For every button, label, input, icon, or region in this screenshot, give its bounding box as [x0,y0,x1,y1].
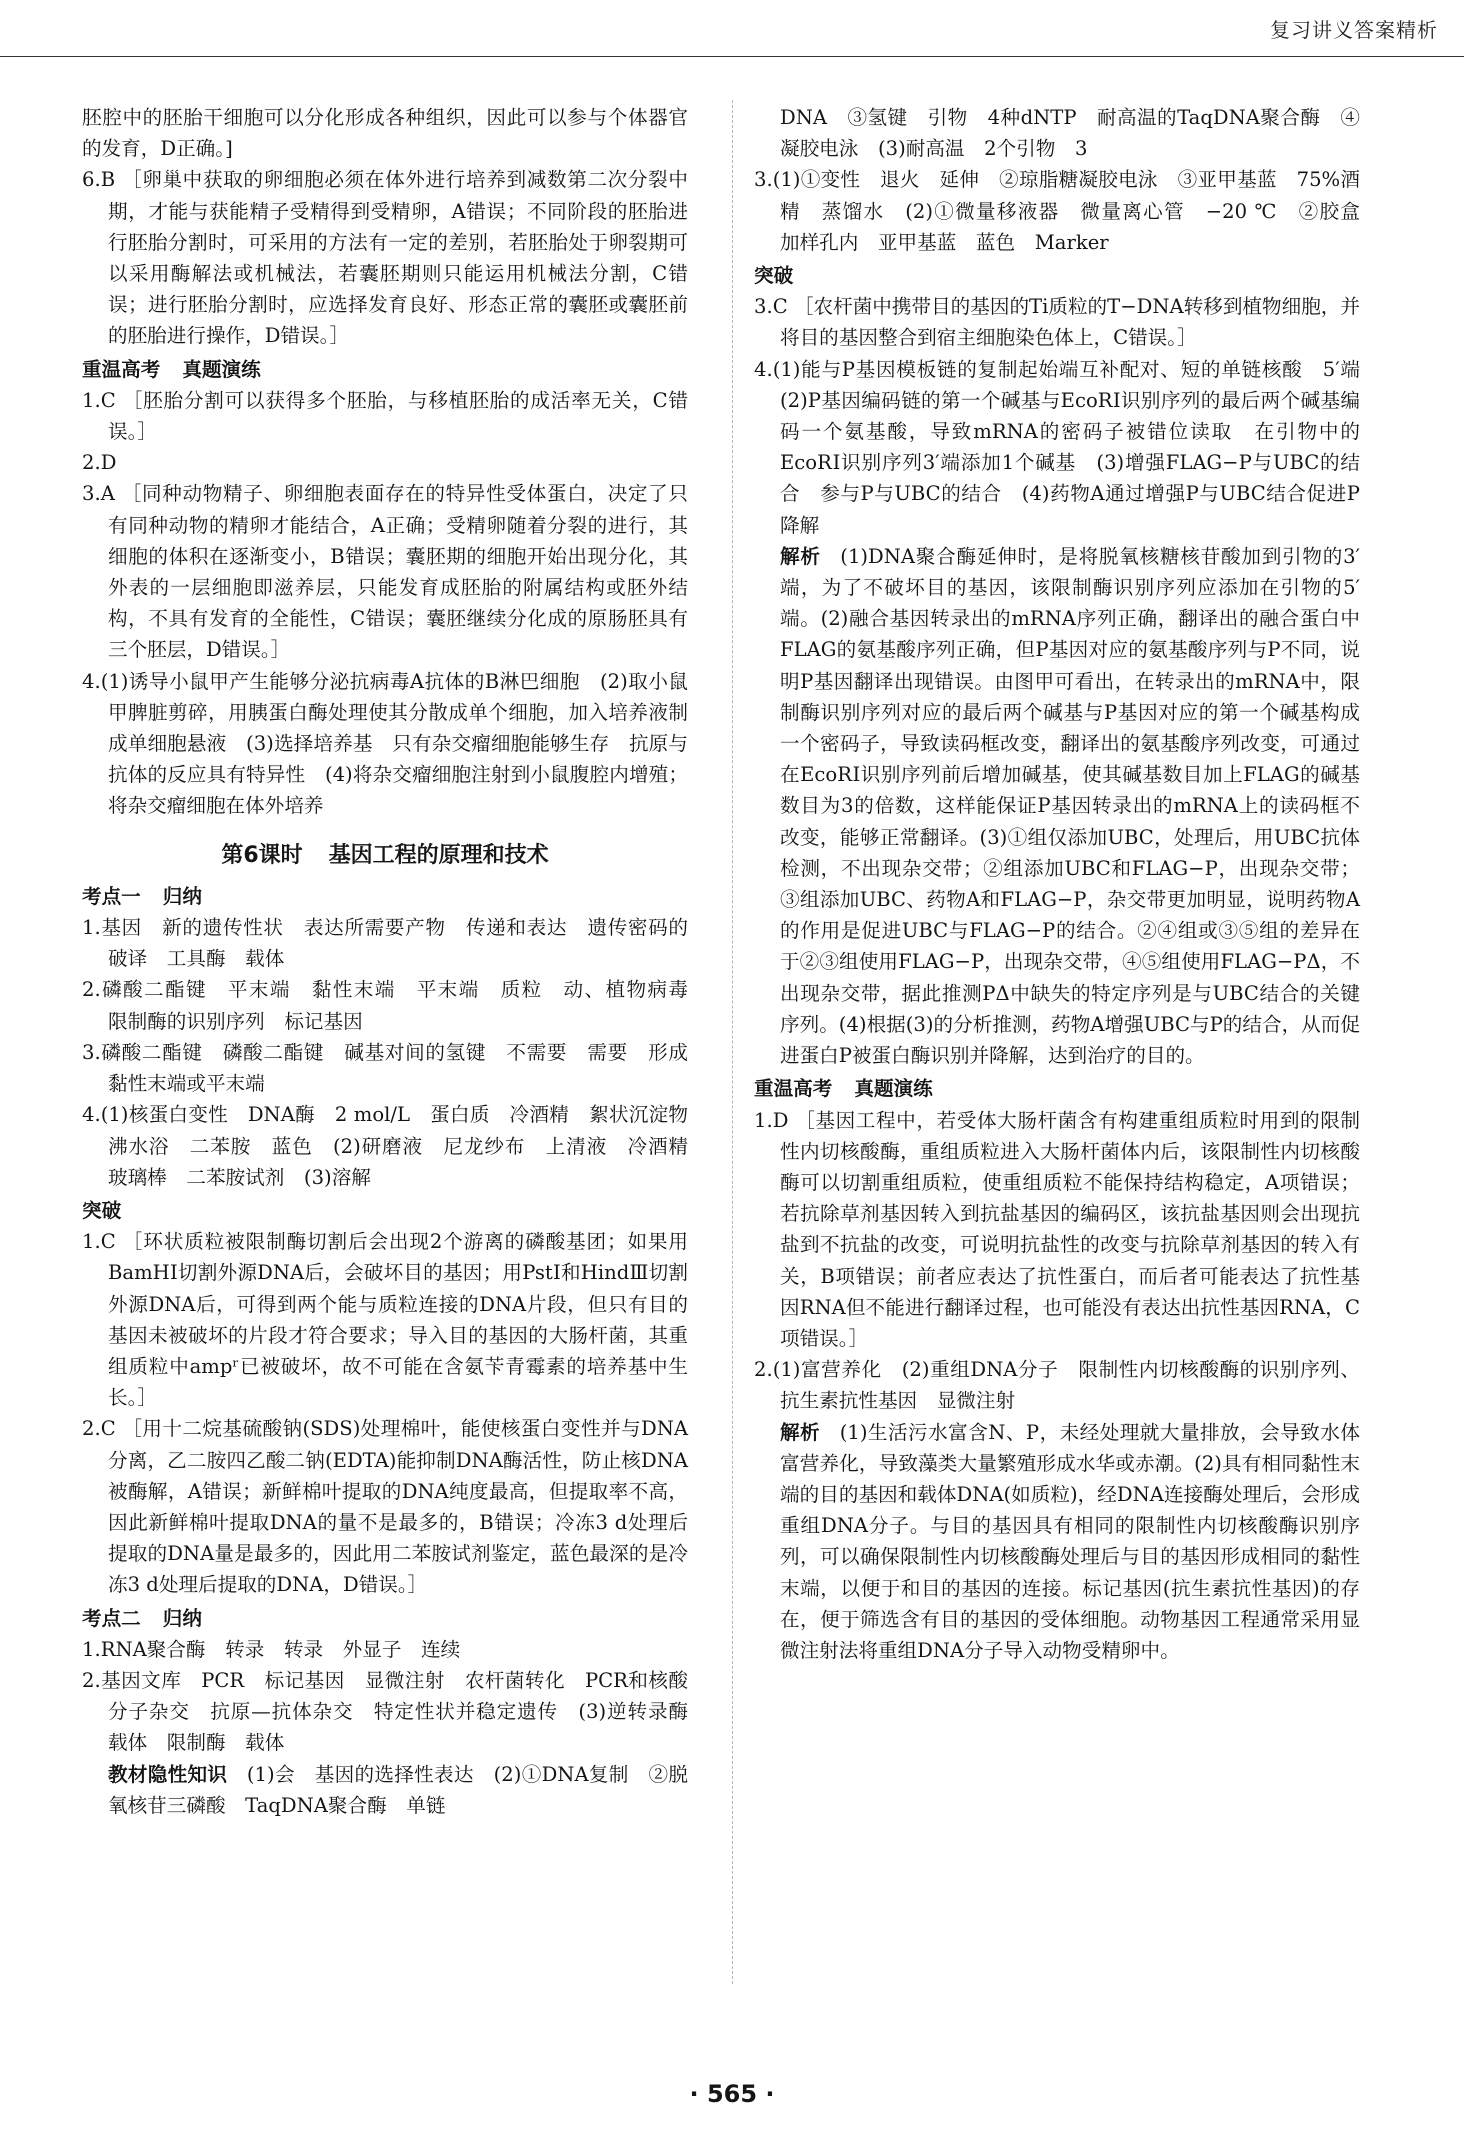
paragraph-text: (1)会 基因的选择性表达 (2)①DNA复制 ②脱氧核苷三磷酸 TaqDNA聚合酶 单链 [108,1762,689,1817]
section-heading-sublabel: 归纳 [162,884,202,908]
answer-item: 2.C ［用十二烷基硫酸钠(SDS)处理棉叶，能使核蛋白变性并与DNA分离，乙二胺四乙酸二钠(EDTA)能抑制DNA酶活性，防止核DNA被酶解，A错误；新鲜棉叶提取的DNA纯度最高，但提取率不高，因此新鲜棉叶提取DNA的量不是最多的，B错误；冷冻3 d处理后提取的DNA量是最多的，因此用二苯胺试剂鉴定，蓝色最深的是冷冻3 d处理后提取的DNA，D错误。］ [82,1417,688,1597]
header-rule [0,56,1464,57]
running-header: 复习讲义答案精析 [1270,18,1438,42]
answer-continuation: DNA ③氢键 引物 4种dNTP 耐高温的TaqDNA聚合酶 ④凝胶电泳 (3)耐高温 2个引物 3 [780,106,1360,161]
answer-item: 1.基因 新的遗传性状 表达所需要产物 传递和表达 遗传密码的破译 工具酶 载体 [82,916,688,971]
section-heading-label: 重温高考 [754,1077,833,1101]
section-heading [82,1603,688,1634]
paragraph-lead: 教材隐性知识 [108,1762,228,1786]
paragraph-lead: 解析 [780,544,821,568]
lesson-number: 第6课时 [221,842,303,868]
section-heading [82,881,688,912]
answer-item: 3.(1)①变性 退火 延伸 ②琼脂糖凝胶电泳 ③亚甲基蓝 75%酒精 蒸馏水 (2)①微量移液器 微量离心管 −20 ℃ ②胶盒 加样孔内 亚甲基蓝 蓝色 Marker [754,168,1380,254]
lesson-title [82,840,688,871]
answer-item: 4.(1)诱导小鼠甲产生能够分泌抗病毒A抗体的B淋巴细胞 (2)取小鼠甲脾脏剪碎，用胰蛋白酶处理使其分散成单个细胞，加入培养液制成单细胞悬液 (3)选择培养基 只有杂交瘤细胞能够生存 抗原与抗体的反应具有特异性 (4)将杂交瘤细胞注射到小鼠腹腔内增殖；将杂交瘤细胞在体外培养 [82,669,688,818]
answer-item: 1.RNA聚合酶 转录 转录 外显子 连续 [82,1637,461,1661]
answer-item: 4.(1)能与P基因模板链的复制起始端互补配对、短的单链核酸 5′端 (2)P基因编码链的第一个碱基与EcoRⅠ识别序列的最后两个碱基编码一个氨基酸，导致mRNA的密码子被错位读取 在引物中的EcoRⅠ识别序列3′端添加1个碱基 (3)增强FLAG−P与UBC的结合 参与P与UBC的结合 (4)药物A通过增强P与UBC结合促进P降解 [754,357,1380,537]
answer-continuation: 胚腔中的胚胎干细胞可以分化形成各种组织，因此可以参与个体器官的发育，D正确。] [82,106,688,161]
right-column [754,102,1380,1666]
section-heading-sublabel: 归纳 [162,1606,202,1630]
section-heading-label: 考点一 [82,884,141,908]
paragraph-text: (1)生活污水富含N、P，未经处理就大量排放，会导致水体富营养化，导致藻类大量繁殖形成水华或赤潮。(2)具有相同黏性末端的目的基因和载体DNA(如质粒)，经DNA连接酶处理后，会形成重组DNA分子。与目的基因具有相同的限制性内切核酸酶识别序列，可以确保限制性内切核酸酶处理后与目的基因形成相同的黏性末端，以便于和目的基因的连接。标记基因(抗生素抗性基因)的存在，便于筛选含有目的基因的受体细胞。动物基因工程通常采用显微注射法将重组DNA分子导入动物受精卵中。 [780,1420,1361,1662]
analysis-paragraph [754,1417,1360,1667]
section-heading-sublabel: 真题演练 [854,1077,933,1101]
answer-item: 2.(1)富营养化 (2)重组DNA分子 限制性内切核酸酶的识别序列、抗生素抗性基因 显微注射 [754,1358,1360,1413]
analysis-paragraph [82,1759,688,1821]
section-heading-label: 突破 [82,1198,122,1222]
answer-item: 1.D ［基因工程中，若受体大肠杆菌含有构建重组质粒时用到的限制性内切核酸酶，重组质粒进入大肠杆菌体内后，该限制性内切核酸酶可以切割重组质粒，使重组质粒不能保持结构稳定，A项错误；若抗除草剂基因转入到抗盐基因的编码区，该抗盐基因则会出现抗盐到不抗盐的改变，可说明抗盐性的改变与抗除草剂基因的转入有关，B项错误；前者应表达了抗性蛋白，而后者可能表达了抗性基因RNA但不能进行翻译过程，也可能没有表达出抗性基因RNA，C项错误。］ [754,1108,1360,1350]
answer-item: 6.B ［卵巢中获取的卵细胞必须在体外进行培养到减数第二次分裂中期，才能与获能精子受精得到受精卵，A错误；不同阶段的胚胎进行胚胎分割时，可采用的方法有一定的差别，若胚胎处于卵裂期可以采用酶解法或机械法，若囊胚期则只能运用机械法分割，C错误；进行胚胎分割时，应选择发育良好、形态正常的囊胚或囊胚前的胚胎进行操作，D错误。］ [82,168,688,348]
answer-item: 1.C ［环状质粒被限制酶切割后会出现2个游离的磷酸基团；如果用BamHⅠ切割外源DNA后，会破坏目的基因；用PstⅠ和HindⅢ切割外源DNA后，可得到两个能与质粒连接的DNA片段，但只有目的基因未被破坏的片段才符合要求；导入目的基因的大肠杆菌，其重组质粒中ampʳ已被破坏，故不可能在含氨苄青霉素的培养基中生长。］ [82,1230,688,1410]
section-heading-label: 考点二 [82,1606,141,1630]
section-heading [82,1195,688,1226]
answer-item: 4.(1)核蛋白变性 DNA酶 2 mol/L 蛋白质 冷酒精 絮状沉淀物 沸水浴 二苯胺 蓝色 (2)研磨液 尼龙纱布 上清液 冷酒精 玻璃棒 二苯胺试剂 (3)溶解 [82,1103,708,1189]
section-heading-sublabel: 真题演练 [182,357,261,381]
page-number: · 565 · [689,2080,775,2108]
answer-item: 3.磷酸二酯键 磷酸二酯键 碱基对间的氢键 不需要 需要 形成黏性末端或平末端 [82,1040,688,1096]
section-heading-label: 重温高考 [82,357,161,381]
analysis-paragraph [754,541,1360,1071]
paragraph-text: (1)DNA聚合酶延伸时，是将脱氧核糖核苷酸加到引物的3′端，为了不破坏目的基因，该限制酶识别序列应添加在引物的5′端。(2)融合基因转录出的mRNA序列正确，翻译出的融合蛋白中FLAG的氨基酸序列正确，但P基因对应的氨基酸序列与P不同，说明P基因翻译出现错误。由图甲可看出，在转录出的mRNA中，限制酶识别序列对应的最后两个碱基与P基因对应的第一个碱基构成一个密码子，导致读码框改变，翻译出的氨基酸序列改变，可通过在EcoRⅠ识别序列前后增加碱基，使其碱基数目加上FLAG的碱基数目为3的倍数，这样能保证P基因转录出的mRNA上的读码框不改变，能够正常翻译。(3)①组仅添加UBC，处理后，用UBC抗体检测，不出现杂交带；②组添加UBC和FLAG−P，出现杂交带；③组添加UBC、药物A和FLAG−P，杂交带更加明显，说明药物A的作用是促进UBC与FLAG−P的结合。②④组或③⑤组的差异在于②③组使用FLAG−P，出现杂交带，④⑤组使用FLAG−PΔ，不出现杂交带，据此推测PΔ中缺失的特定序列是与UBC结合的关键序列。(4)根据(3)的分析推测，药物A增强UBC与P的结合，从而促进蛋白P被蛋白酶识别并降解，达到治疗的目的。 [780,544,1360,1068]
answer-item: 3.C ［农杆菌中携带目的基因的Ti质粒的T−DNA转移到植物细胞，并将目的基因整合到宿主细胞染色体上，C错误。］ [754,295,1360,350]
answer-item: 2.D [82,451,117,475]
answer-item: 1.C ［胚胎分割可以获得多个胚胎，与移植胚胎的成活率无关，C错误。］ [82,388,688,444]
lesson-name: 基因工程的原理和技术 [328,842,549,868]
paragraph-lead: 解析 [780,1420,821,1444]
left-column [82,102,708,1821]
section-heading [82,354,688,385]
column-divider [732,100,733,1984]
section-heading [754,260,1360,291]
answer-item: 2.磷酸二酯键 平末端 黏性末端 平末端 质粒 动、植物病毒 限制酶的识别序列 标记基因 [82,978,708,1033]
section-heading-label: 突破 [754,264,794,288]
answer-item: 3.A ［同种动物精子、卵细胞表面存在的特异性受体蛋白，决定了只有同种动物的精卵才能结合，A正确；受精卵随着分裂的进行，其细胞的体积在逐渐变小，B错误；囊胚期的细胞开始出现分化，其外表的一层细胞即滋养层，只能发育成胚胎的附属结构或胚外结构，不具有发育的全能性，C错误；囊胚继续分化成的原肠胚具有三个胚层，D错误。］ [82,482,688,662]
section-heading [754,1073,1360,1104]
answer-item: 2.基因文库 PCR 标记基因 显微注射 农杆菌转化 PCR和核酸分子杂交 抗原—抗体杂交 特定性状并稳定遗传 (3)逆转录酶 载体 限制酶 载体 [82,1668,708,1755]
